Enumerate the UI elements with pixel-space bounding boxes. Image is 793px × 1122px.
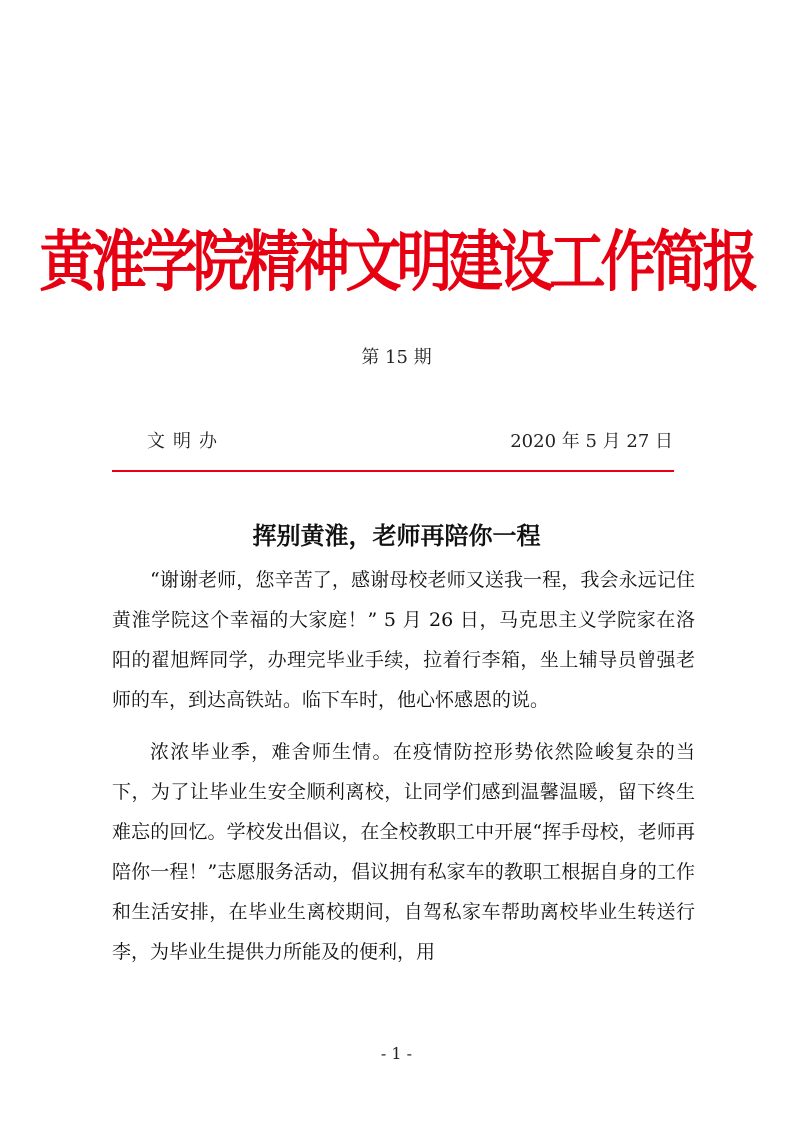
page-number: - 1 - <box>380 1044 413 1063</box>
header-divider <box>112 470 674 472</box>
article-title: 挥别黄淮，老师再陪你一程 <box>252 521 541 550</box>
issuing-office: 文明办 <box>147 431 225 452</box>
article-paragraph: “谢谢老师，您辛苦了，感谢母校老师又送我一程，我会永远记住黄淮学院这个幸福的大家庭！” 5 月 26 日，马克思主义学院家在洛阳的翟旭辉同学，办理完毕业手续，拉着行李箱，坐上辅导员曾强老师的车，到达高铁站。临下车时，他心怀感恩的说。 <box>112 569 695 711</box>
masthead-title: 黄淮学院精神文明建设工作简报 <box>39 223 754 301</box>
article-paragraph: 浓浓毕业季，难舍师生情。在疫情防控形势依然险峻复杂的当下，为了让毕业生安全顺利离校，让同学们感到温馨温暖，留下终生难忘的回忆。学校发出倡议，在全校教职工中开展“挥手母校，老师再陪你一程！”志愿服务活动，倡议拥有私家车的教职工根据自身的工作和生活安排，在毕业生离校期间，自驾私家车帮助离校毕业生转送行李，为毕业生提供力所能及的便利，用 <box>112 741 695 963</box>
issue-number: 第 15 期 <box>361 347 432 368</box>
issue-date: 2020 年 5 月 27 日 <box>510 431 673 452</box>
article-body <box>112 560 695 984</box>
